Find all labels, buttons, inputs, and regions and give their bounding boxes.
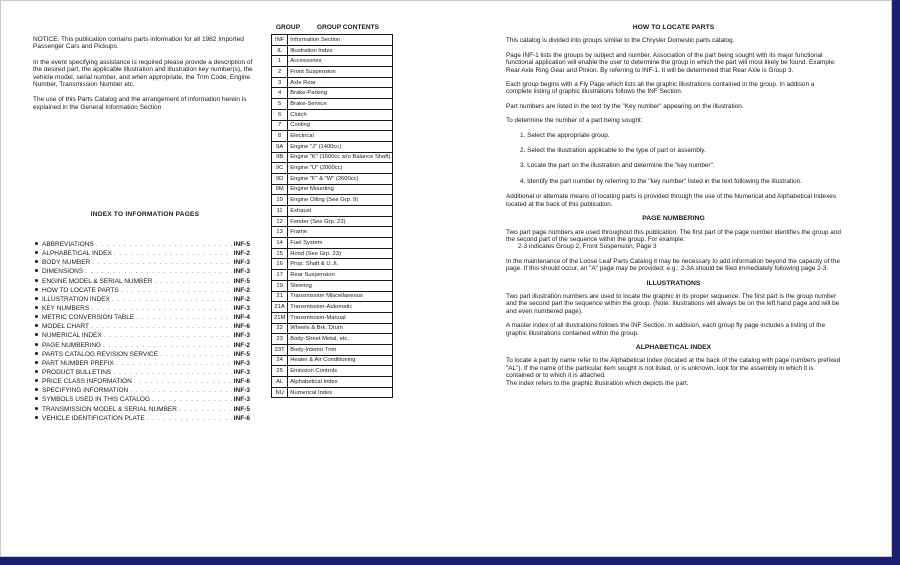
group-content: Engine "U" (2000cc)	[288, 163, 393, 174]
leader-dots	[91, 304, 232, 313]
illustrations-paragraph: A master index of all illustrations follows the INF Section. In addision, each group fly page includes a listing of the graphic illustrations contained within the group.	[506, 322, 825, 337]
leader-dots	[92, 258, 231, 267]
group-number: NU	[272, 387, 288, 398]
page-numbering-paragraph	[506, 229, 841, 251]
index-item-label: TRANSMISSION MODEL & SERIAL NUMBER	[42, 405, 177, 413]
group-content: Fuel System	[288, 238, 393, 249]
leader-dots	[103, 341, 232, 350]
alphabetical-index-text: The index refers to the graphic illustration which depicts the part.	[506, 379, 689, 387]
bullet-icon	[35, 397, 38, 400]
group-row	[272, 99, 393, 110]
how-paragraph: Part numbers are listed in the text by the "Key number" appearing on the illustration.	[506, 102, 744, 110]
step-item: 4. Identify the part number by referring to the "key number" listed in the text following the illustration.	[520, 177, 802, 185]
group-content: Alphabetical Index	[288, 377, 393, 388]
bullet-icon	[35, 288, 38, 291]
index-item-page: INF-3	[233, 396, 250, 404]
bullet-icon	[35, 315, 38, 318]
bullet-icon	[35, 251, 38, 254]
group-content: Accessories	[288, 56, 393, 67]
group-content: Heater & Air Conditioning	[288, 355, 393, 366]
group-row	[272, 141, 393, 152]
use-text: The use of this Parts Catalog and the arrangement of information herein is explained in the General Information Section	[33, 96, 247, 111]
how-paragraph: This catalog is divided into groups similar to the Chrysler Domestic parts catalog.	[506, 37, 735, 45]
index-item-page: INF-3	[233, 332, 250, 340]
index-item	[35, 368, 250, 377]
index-item-page: INF-6	[233, 378, 250, 386]
group-row	[272, 302, 393, 313]
index-item	[35, 267, 250, 276]
group-row	[272, 35, 393, 46]
index-item-page: INF-6	[233, 414, 250, 422]
index-item	[35, 258, 250, 267]
index-item-page: INF-5	[233, 241, 250, 248]
bullet-icon	[35, 242, 38, 245]
group-row	[272, 56, 393, 67]
bullet-icon	[35, 269, 38, 272]
group-content: Body-Interior Trim	[288, 344, 393, 355]
step-item: 2. Select the illustration applicable to the type of part or assembly.	[520, 147, 706, 155]
group-content: Engine "J" (1400cc)	[288, 141, 393, 152]
leader-dots	[152, 395, 232, 404]
group-number: 23	[272, 334, 288, 345]
group-row	[272, 323, 393, 334]
group-number: 3	[272, 77, 288, 88]
group-content: Transmission Miscellaneous	[288, 291, 393, 302]
group-row	[272, 152, 393, 163]
step-item: 1. Select the appropriate group.	[520, 131, 610, 139]
index-item-label: PAGE NUMBERING	[42, 341, 102, 349]
group-number: 13	[272, 227, 288, 238]
index-item-label: PRODUCT BULLETINS	[42, 368, 112, 376]
group-row	[272, 195, 393, 206]
index-item-page: INF-4	[233, 314, 250, 322]
index-item-label: ABBREVIATIONS	[42, 241, 94, 248]
group-number: 9A	[272, 141, 288, 152]
group-content: Illustration Index	[288, 45, 393, 56]
index-item-page: INF-2	[233, 286, 250, 294]
group-content: Front Suspension	[288, 67, 393, 78]
leader-dots	[136, 313, 232, 322]
page-numbering-title: PAGE NUMBERING	[642, 215, 705, 223]
steps-list	[506, 132, 841, 186]
index-item	[35, 405, 250, 414]
bullet-icon	[35, 388, 38, 391]
bullet-icon	[35, 361, 38, 364]
leader-dots	[114, 249, 232, 258]
group-number: 12	[272, 216, 288, 227]
index-title: INDEX TO INFORMATION PAGES	[90, 211, 200, 218]
group-content: Engine "F" & "W" (2600cc)	[288, 173, 393, 184]
bullet-icon	[35, 297, 38, 300]
index-item-page: INF-6	[233, 323, 250, 331]
group-number: 21A	[272, 302, 288, 313]
group-number: 4	[272, 88, 288, 99]
group-content: Information Section	[288, 35, 393, 46]
index-item	[35, 377, 250, 386]
index-item-label: KEY NUMBERS	[42, 304, 90, 312]
index-item-label: DIMENSIONS	[42, 268, 84, 276]
group-content: Prop. Shaft & U Jt.	[288, 259, 393, 270]
group-number: 2	[272, 67, 288, 78]
index-item	[35, 386, 250, 395]
group-content: Engine Mounting	[288, 184, 393, 195]
index-item-page: INF-3	[233, 304, 250, 312]
group-content: Steering	[288, 280, 393, 291]
leader-dots	[179, 405, 232, 414]
group-row	[272, 216, 393, 227]
group-table-header	[272, 24, 392, 31]
index-item-label: SPECIFYING INFORMATION	[42, 387, 129, 395]
notice-text: NOTICE: This publication contains parts information for all 1982 Imported Passenger Cars and Pickups.	[33, 36, 244, 51]
group-content: Cooling	[288, 120, 393, 131]
group-row	[272, 173, 393, 184]
group-content: Fender (See Grp. 23)	[288, 216, 393, 227]
alphabetical-index-text: To locate a part by name refer to the Alphabetical Index (located at the back of the catalog with page numbers prefixed "AL"). If the name of the particular item sought is not listed, or is unknown, look for the assembly in which it is contained or to which it is attached.	[506, 357, 841, 380]
how-paragraph: To determine the number of a part being sought:	[506, 117, 643, 125]
group-header-label: GROUP	[275, 24, 301, 31]
index-item	[35, 313, 250, 322]
leader-dots	[112, 295, 232, 304]
index-item-label: ILLUSTRATION INDEX	[42, 295, 110, 303]
illustrations-paragraph: Two part illustration numbers are used to locate the graphic in its proper sequence. The first part is the group number and the second part the sequence within the group. (Note: Illustrations will always be on the left hand page and will be and even numbered page).	[506, 292, 840, 315]
bullet-icon	[35, 324, 38, 327]
group-row	[272, 248, 393, 259]
group-content: Axle Rear	[288, 77, 393, 88]
bullet-icon	[35, 352, 38, 355]
group-content: Brake-Service	[288, 99, 393, 110]
group-content: Numerical Index	[288, 387, 393, 398]
group-number: 23T	[272, 344, 288, 355]
group-row	[272, 355, 393, 366]
index-item-label: SYMBOLS USED IN THIS CATALOG	[42, 396, 150, 404]
group-content: Transmission-Manual	[288, 312, 393, 323]
bullet-icon	[35, 407, 38, 410]
group-row	[272, 291, 393, 302]
group-row	[272, 312, 393, 323]
group-row	[272, 206, 393, 217]
how-paragraph: Each group begins with a Fly Page which lists all the graphic illustrations contained in the group. In addison a complete listing of graphic illustrations follows the INF Section.	[506, 81, 815, 96]
index-item-label: ALPHABETICAL INDEX	[42, 250, 112, 258]
leader-dots	[154, 277, 231, 286]
group-content: Electrical	[288, 131, 393, 142]
group-content: Hood (See Grp. 23)	[288, 248, 393, 259]
group-content: Clutch	[288, 109, 393, 120]
index-item	[35, 295, 250, 304]
index-item-page: INF-2	[233, 341, 250, 349]
group-content: Rear Suspension	[288, 270, 393, 281]
index-item	[35, 350, 250, 359]
leader-dots	[147, 414, 232, 423]
group-row	[272, 163, 393, 174]
group-content: Brake-Parking	[288, 88, 393, 99]
group-number: INF	[272, 35, 288, 46]
leader-dots	[85, 267, 232, 276]
group-row	[272, 387, 393, 398]
index-item	[35, 249, 250, 258]
index-item	[35, 240, 250, 249]
group-row	[272, 131, 393, 142]
group-row	[272, 259, 393, 270]
index-item-label: HOW TO LOCATE PARTS	[42, 286, 119, 294]
index-list	[35, 240, 250, 423]
group-content: Engine Oiling (See Grp. 9)	[288, 195, 393, 206]
index-item-label: PARTS CATALOG REVISION SERVICE	[42, 350, 159, 358]
group-number: 11	[272, 206, 288, 217]
leader-dots	[116, 359, 232, 368]
group-number: 9C	[272, 163, 288, 174]
index-item-label: ENGINE MODEL & SERIAL NUMBER	[42, 277, 153, 285]
group-content: Transmission-Automatic	[288, 302, 393, 313]
group-row	[272, 366, 393, 377]
group-number: 8	[272, 131, 288, 142]
group-number: 7	[272, 120, 288, 131]
group-number: 9M	[272, 184, 288, 195]
leader-dots	[130, 386, 232, 395]
group-row	[272, 280, 393, 291]
index-item	[35, 286, 250, 295]
index-item-page: INF-2	[233, 295, 250, 303]
group-content: Engine "K" (1600cc w/o Balance Shaft)	[288, 152, 393, 163]
index-item-page: INF-3	[233, 268, 250, 276]
group-number: 21	[272, 291, 288, 302]
group-number: 10	[272, 195, 288, 206]
how-paragraph: Additional or alternate means of locating parts is provided through the use of the Numerical and Alphabetical Indexes located at the back of this publication.	[506, 193, 837, 208]
alphabetical-index-title: ALPHABETICAL INDEX	[635, 343, 712, 351]
group-number: 15	[272, 248, 288, 259]
bullet-icon	[35, 343, 38, 346]
group-number: IL	[272, 45, 288, 56]
group-number: 5	[272, 99, 288, 110]
group-number: 14	[272, 238, 288, 249]
group-content: Frame	[288, 227, 393, 238]
group-number: 24	[272, 355, 288, 366]
group-row	[272, 270, 393, 281]
bullet-icon	[35, 279, 38, 282]
how-to-locate-title: HOW TO LOCATE PARTS	[632, 24, 715, 31]
illustrations-title: ILLUSTRATIONS	[646, 279, 701, 287]
index-item	[35, 277, 250, 286]
page-numbering-example: 2-3 indicates Group 2, Front Suspension, Page 3	[518, 243, 657, 251]
group-number: 21M	[272, 312, 288, 323]
group-row	[272, 344, 393, 355]
index-item	[35, 414, 250, 423]
index-item-label: PART NUMBER PREFIX	[42, 359, 114, 367]
index-item-page: INF-3	[233, 368, 250, 376]
leader-dots	[91, 322, 232, 331]
leader-dots	[121, 286, 232, 295]
group-table	[271, 34, 393, 398]
index-item-page: INF-3	[233, 387, 250, 395]
index-item	[35, 341, 250, 350]
index-item-page: INF-5	[233, 350, 250, 358]
group-number: 22	[272, 323, 288, 334]
index-item	[35, 331, 250, 340]
leader-dots	[134, 377, 232, 386]
leader-dots	[160, 350, 232, 359]
index-item-page: INF-5	[233, 405, 250, 413]
leader-dots	[96, 240, 232, 249]
index-item-label: VEHICLE IDENTIFICATION PLATE	[42, 414, 145, 422]
group-row	[272, 377, 393, 388]
group-row	[272, 334, 393, 345]
group-number: AL	[272, 377, 288, 388]
group-number: 9B	[272, 152, 288, 163]
group-row	[272, 184, 393, 195]
group-content: Exhaust	[288, 206, 393, 217]
bullet-icon	[35, 370, 38, 373]
group-contents-header-label: GROUP CONTENTS	[316, 24, 380, 31]
group-number: 6	[272, 109, 288, 120]
bullet-icon	[35, 306, 38, 309]
index-item	[35, 359, 250, 368]
index-item-label: MODEL CHART	[42, 323, 89, 331]
bullet-icon	[35, 379, 38, 382]
page-numbering-text: Two part page numbers are used throughout this publication. The first part of the page number identifies the group and the second part of the sequence within the group. For example:	[506, 228, 841, 243]
leader-dots	[104, 331, 232, 340]
group-content: Body-Sheet Metal, etc.	[288, 334, 393, 345]
group-number: 25	[272, 366, 288, 377]
step-item: 3. Locate the part on the illustration and determine the "key number".	[520, 162, 715, 170]
page-numbering-paragraph: In the maintenance of the Loose Leaf Parts Catalog it may be necessary to add information beyond the capacity of the page. If this should occur, an "A" page may be provided; e.g.: 2-3A should be filed immediately following page 2-3.	[506, 257, 840, 273]
group-row	[272, 227, 393, 238]
index-item-label: METRIC CONVERSION TABLE	[42, 314, 135, 322]
group-number: 19	[272, 280, 288, 291]
group-row	[272, 109, 393, 120]
left-column	[33, 36, 258, 119]
index-item-label: BODY NUMBER	[42, 259, 91, 267]
how-paragraph: Page INF-1 lists the groups by subject and number. Association of the part being sought with its major functional functional application will enable the user to determine the group in which the part will most likely be found. Example: Rear Axle Ring Gear and Pinion. By referring to INF-1. It will be determined that Rear Axle is Group 3.	[506, 51, 836, 74]
group-content: Emission Controls	[288, 366, 393, 377]
group-row	[272, 88, 393, 99]
index-item-page: INF-5	[233, 277, 250, 285]
leader-dots	[113, 368, 232, 377]
group-number: 16	[272, 259, 288, 270]
index-item	[35, 395, 250, 404]
group-row	[272, 45, 393, 56]
alphabetical-index-paragraph	[506, 357, 841, 387]
group-row	[272, 67, 393, 78]
index-item-page: INF-3	[233, 359, 250, 367]
index-item-page: INF-2	[233, 250, 250, 258]
group-row	[272, 77, 393, 88]
group-number: 9D	[272, 173, 288, 184]
group-number: 17	[272, 270, 288, 281]
group-row	[272, 238, 393, 249]
group-row	[272, 120, 393, 131]
index-item	[35, 322, 250, 331]
right-column	[506, 24, 841, 394]
index-item-label: PRICE CLASS INFORMATION	[42, 378, 132, 386]
index-item-page: INF-3	[233, 259, 250, 267]
group-number: 1	[272, 56, 288, 67]
bullet-icon	[35, 416, 38, 419]
bullet-icon	[35, 260, 38, 263]
index-item	[35, 304, 250, 313]
assistance-text: In the event specifying assistance is required please provide a description of the desired part, the applicable illustration and illustration key number(s), the vehicle model, serial number, and when appropriate, the Trim Code, Engine Number, Transmission Number etc.	[33, 58, 253, 89]
bullet-icon	[35, 333, 38, 336]
group-content: Wheels & Brk. Drum	[288, 323, 393, 334]
index-item-label: NUMERICAL INDEX	[42, 332, 102, 340]
